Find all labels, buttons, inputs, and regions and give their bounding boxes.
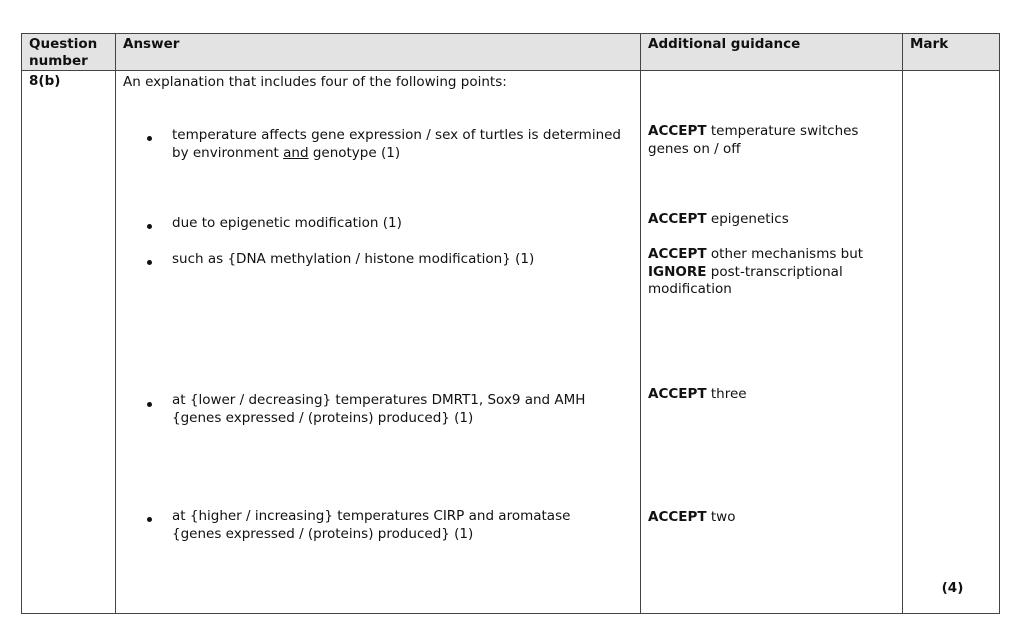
answer-row bbox=[22, 71, 1000, 614]
answer-point-1 bbox=[172, 127, 632, 162]
header-additional-guidance: Additional guidance bbox=[641, 34, 903, 71]
guidance-1 bbox=[648, 123, 888, 158]
guidance-2-keyword: ACCEPT bbox=[648, 211, 707, 227]
guidance-3-keyword: ACCEPT bbox=[648, 246, 707, 262]
mark-scheme-table bbox=[21, 33, 1000, 614]
guidance-5 bbox=[648, 386, 888, 404]
answer-point-1-text: temperature affects gene expression / sex of turtles is determined by environment bbox=[172, 127, 622, 161]
bullet-icon bbox=[147, 402, 155, 410]
mark-cell bbox=[903, 71, 1000, 614]
bullet-icon bbox=[147, 517, 155, 525]
header-mark: Mark bbox=[903, 34, 1000, 71]
header-question-number: Question number bbox=[22, 34, 116, 71]
guidance-2-text: epigenetics bbox=[706, 211, 789, 227]
guidance-cell bbox=[641, 71, 903, 614]
guidance-5-keyword: ACCEPT bbox=[648, 386, 707, 402]
answer-point-1-text-end: genotype (1) bbox=[308, 144, 401, 161]
guidance-6-text: two bbox=[706, 509, 736, 525]
header-row bbox=[22, 34, 1000, 71]
bullet-icon bbox=[147, 260, 155, 268]
guidance-4-text: post-transcriptional modification bbox=[648, 263, 843, 297]
bullet-icon bbox=[147, 136, 155, 144]
guidance-4-keyword: IGNORE bbox=[648, 263, 707, 280]
answer-point-5: at {higher / increasing} temperatures CIRP and aromatase {genes expressed / (proteins) produced} (1) bbox=[172, 508, 571, 542]
guidance-1-text: temperature switches genes on / off bbox=[648, 123, 859, 157]
answer-cell bbox=[116, 71, 641, 614]
answer-intro: An explanation that includes four of the following points: bbox=[123, 74, 507, 90]
guidance-5-text: three bbox=[706, 386, 747, 402]
guidance-6 bbox=[648, 509, 888, 527]
guidance-3 bbox=[648, 246, 888, 299]
answer-point-4: at {lower / decreasing} temperatures DMRT1, Sox9 and AMH {genes expressed / (proteins) produced} (1) bbox=[172, 392, 586, 426]
answer-point-2: due to epigenetic modification (1) bbox=[172, 215, 402, 231]
guidance-1-keyword: ACCEPT bbox=[648, 123, 707, 139]
question-number: 8(b) bbox=[29, 73, 61, 89]
header-answer: Answer bbox=[116, 34, 641, 71]
answer-point-3: such as {DNA methylation / histone modification} (1) bbox=[172, 251, 535, 267]
guidance-2 bbox=[648, 211, 888, 229]
guidance-6-keyword: ACCEPT bbox=[648, 509, 707, 525]
total-mark: (4) bbox=[941, 579, 964, 596]
bullet-icon bbox=[147, 224, 155, 232]
guidance-3-text: other mechanisms but bbox=[706, 246, 864, 262]
question-number-cell bbox=[22, 71, 116, 614]
answer-point-1-underlined: and bbox=[283, 144, 309, 161]
